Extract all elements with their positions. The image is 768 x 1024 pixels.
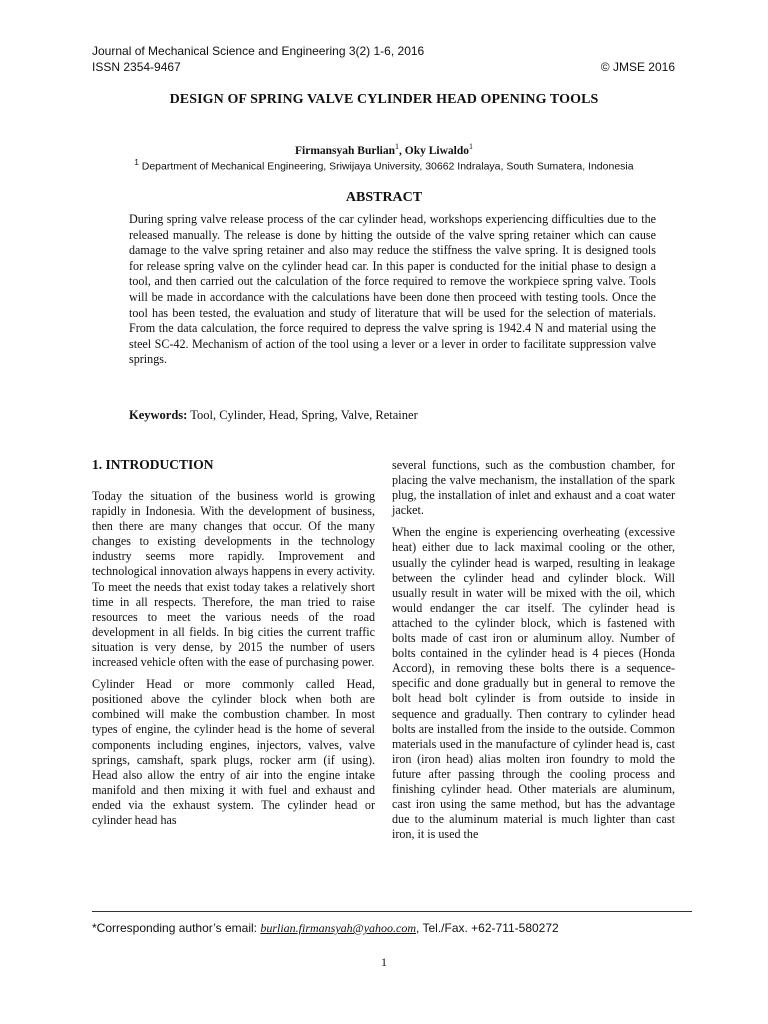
right-column — [392, 458, 675, 849]
abstract-heading: ABSTRACT — [345, 190, 423, 205]
journal-citation: Journal of Mechanical Science and Engineering 3(2) 1-6, 2016 — [92, 44, 425, 58]
author-1: Firmansyah Burlian — [295, 144, 396, 157]
copyright: © JMSE 2016 — [600, 60, 675, 74]
author-2: Oky Liwaldo — [404, 144, 469, 157]
keywords-list: Tool, Cylinder, Head, Spring, Valve, Retainer — [187, 408, 418, 422]
page-number: 1 — [381, 955, 387, 969]
authors — [0, 142, 768, 157]
author-2-marker: 1 — [469, 142, 473, 151]
paper-title: DESIGN OF SPRING VALVE CYLINDER HEAD OPENING TOOLS — [169, 92, 599, 107]
affiliation-marker: 1 — [134, 158, 139, 167]
intro-paragraph: Cylinder Head or more commonly called Head, positioned above the cylinder block when both are combined will make the combustion chamber. In most types of engine, the cylinder head is the home of several components including engines, injectors, valves, valve springs, camshaft, spark plugs, rocker arm (if using). Head also allow the entry of air into the engine intake manifold and then mixing it with fuel and exhaust and ended via the exhaust system. The cylinder head or cylinder head has — [92, 677, 375, 827]
affiliation-text: Department of Mechanical Engineering, Sriwijaya University, 30662 Indralaya, South Sumatera, Indonesia — [138, 160, 634, 173]
issn: ISSN 2354-9467 — [92, 60, 181, 74]
corresponding-author-footnote — [92, 921, 559, 936]
abstract-text: During spring valve release process of the car cylinder head, workshops experiencing difficulties due to the released manually. The release is done by hitting the outside of the valve spring retainer which can cause damage to the valve spring retainer and also may reduce the stiffness the valve spring. It is designed tools for release spring valve on the cylinder head car. In this paper is conducted for the initial phase to design a tool, and then carried out the calculation of the force required to remove the workpiece spring valve. Tools will be made in accordance with the calculations have been done then proceed with testing tools. Once the tool has been tested, the evaluation and study of literature that will be used for the selection of materials. From the data calculation, the force required to depress the valve spring is 1942.4 N and material using the steel SC-42. Mechanism of action of the tool using a lever or a lever in order to facilitate suppression valve springs. — [129, 212, 656, 367]
footnote-divider — [92, 911, 692, 912]
introduction-heading: 1. INTRODUCTION — [92, 457, 214, 472]
footnote-phone: , Tel./Fax. +62-711-580272 — [416, 921, 559, 935]
author-1-marker: 1 — [395, 142, 400, 151]
intro-paragraph: Today the situation of the business world is growing rapidly in Indonesia. With the development of business, then there are many changes that occur. Of the many changes to existing developments in the technology industry seems more rapidly. Improvement and technological innovation always happens in every activity. To meet the needs that exist today takes a relatively short time in all respects. Therefore, the man tried to raise resources to meet the various needs of the road development in all fields. In big cities the current traffic situation is very dense, by 2015 the number of users increased vehicle often with the ease of purchasing power. — [92, 489, 375, 670]
keywords-label: Keywords: — [129, 408, 188, 422]
author-separator: , — [399, 144, 405, 157]
intro-paragraph: When the engine is experiencing overheating (excessive heat) either due to lack maximal cooling or the other, usually the cylinder head is warped, resulting in leakage between the cylinder head and cylinder block. Will usually result in water will be mixed with the oil, which would endanger the car itself. The cylinder head is attached to the cylinder block, which is fastened with bolts made of cast iron or aluminum alloy. Number of bolts contained in the cylinder head is 4 pieces (Honda Accord), in removing these bolts there is a sequence-specific and done gradually but in general to remove the bolt head bolt cylinder is from outside to inside in sequence and gradually. Then contrary to cylinder head bolts are installed from the inside to the outside. Common materials used in the manufacture of cylinder head is, cast iron (iron head) alias molten iron foundry to mold the future after passing through the cooling process and finishing cylinder head. Other materials are aluminum, cast iron using the same method, but has the advantage due to the aluminum material is much lighter than cast iron, it is used the — [392, 525, 675, 842]
footnote-prefix: *Corresponding author’s email: — [92, 921, 261, 935]
affiliation — [0, 158, 768, 173]
intro-paragraph: several functions, such as the combustion chamber, for placing the valve mechanism, the installation of the spark plug, the installation of inlet and exhaust and a coat water jacket. — [392, 458, 675, 518]
left-column — [92, 489, 375, 835]
keywords — [129, 408, 669, 423]
author-email-link[interactable]: burlian.firmansyah@yahoo.com — [260, 921, 417, 935]
